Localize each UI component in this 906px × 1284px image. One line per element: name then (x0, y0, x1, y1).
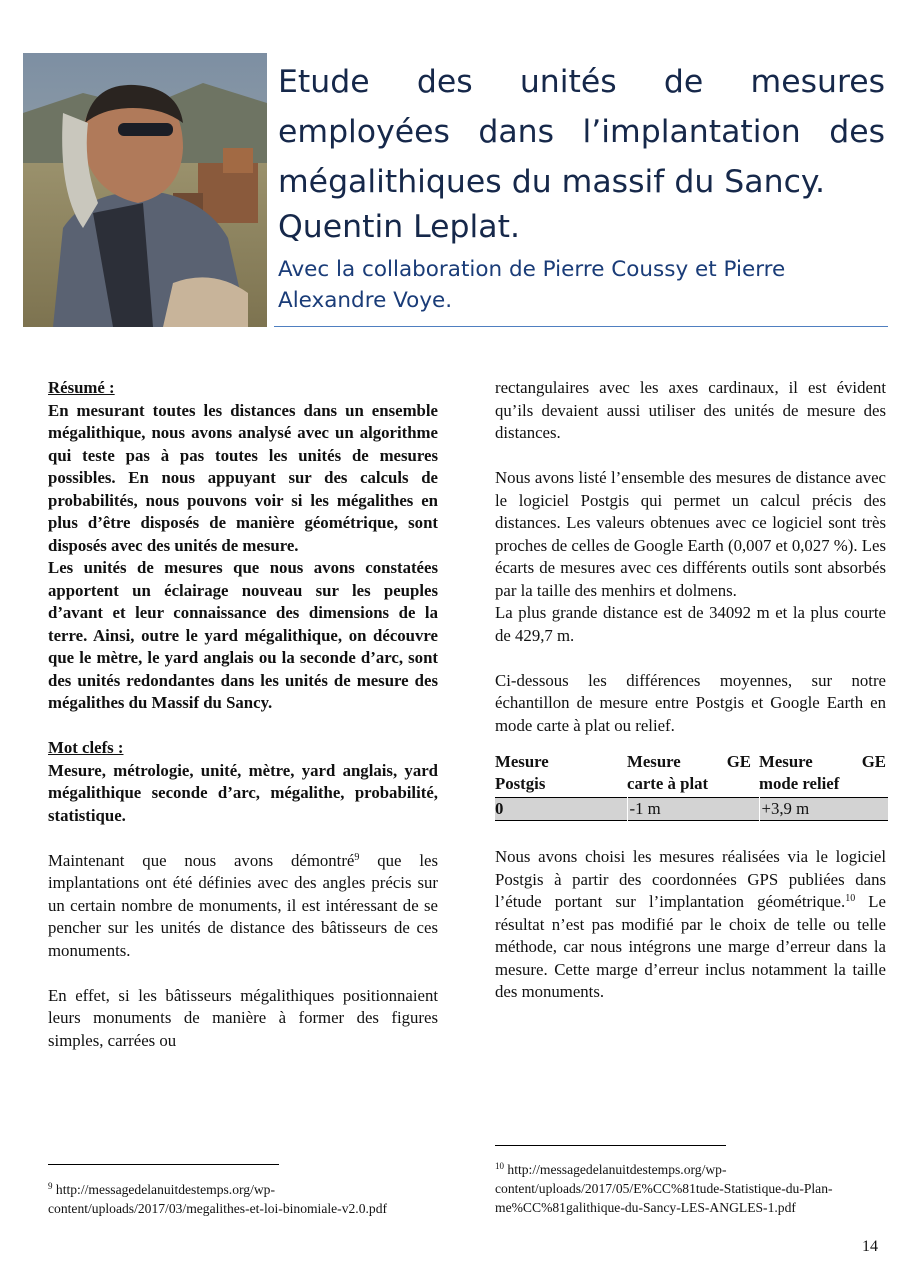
right-paragraph-2: Nous avons listé l’ensemble des mesures de distance avec le logiciel Postgis qui permet un calcul précis des distances. Les valeurs obtenues avec ce logiciel sont très proches de celles de Google Earth (0,007 et 0,027 %). Les écarts de mesures avec ces différents outils sont absorbés par la taille des menhirs et dolmens. (495, 468, 886, 600)
footnote-divider-right (495, 1145, 726, 1146)
body-paragraph-1 (48, 850, 438, 963)
footnote-ref-9[interactable]: 9 (354, 851, 360, 863)
footnote-9 (48, 1180, 438, 1218)
right-paragraph-1: rectangulaires avec les axes cardinaux, il est évident qu’ils devaient aussi utiliser des unités de mesure des distances. (495, 378, 886, 442)
keywords: Mesure, métrologie, unité, mètre, yard anglais, yard mégalithique seconde d’arc, mégalithe, probabilité, statistique. (48, 760, 438, 825)
page-number: 14 (862, 1238, 878, 1255)
table-header-postgis-line2: Postgis (495, 774, 546, 793)
table-header-ge-flat-word2: GE (726, 752, 751, 771)
table-cell-postgis: 0 (495, 798, 627, 821)
header-divider (274, 326, 888, 327)
collaboration-line: Avec la collaboration de Pierre Coussy et Pierre Alexandre Voye. (278, 257, 786, 313)
footnote-10-number: 10 (495, 1161, 504, 1171)
right-column (495, 377, 886, 1004)
table-header-ge-relief-word2: GE (861, 752, 886, 771)
table-header-row (495, 751, 888, 798)
table-header-ge-relief-word1: Mesure (759, 752, 813, 771)
footnote-ref-10[interactable]: 10 (845, 893, 856, 904)
table-header-postgis-line1: Mesure (495, 752, 549, 771)
table-row (495, 798, 888, 821)
author-name: Quentin Leplat. (278, 209, 520, 245)
table-header-postgis (495, 751, 627, 798)
author-photo (23, 53, 267, 327)
author-photo-illustration (23, 53, 267, 327)
footnote-10 (495, 1160, 883, 1217)
abstract-heading: Résumé : (48, 378, 115, 397)
footnote-divider-left (48, 1164, 279, 1165)
table-cell-ge-relief: +3,9 m (759, 798, 888, 821)
right-paragraph-4: Ci-dessous les différences moyennes, sur notre échantillon de mesure entre Postgis et Google Earth en mode carte à plat ou relief. (495, 670, 886, 735)
footnote-9-number: 9 (48, 1181, 53, 1191)
abstract-paragraph-1: En mesurant toutes les distances dans un ensemble mégalithique, nous avons analysé avec un algorithme qui teste pas à pas toutes les unités de mesures possibles. En nous appuyant sur des calculs de probabilités, nous pouvons voir si les mégalithes en plus d’être disposés de manière géométrique, sont disposés avec des unités de mesure. (48, 400, 438, 555)
measurement-table (495, 751, 888, 821)
right-paragraph-5-text-b: Le résultat n’est pas modifié par le choix de telle ou telle méthode, car nous intégrons une marge d’erreur dans la mesure. Cette marge d’erreur inclus notamment la taille des monuments. (495, 892, 886, 1001)
article-title: Etude des unités de mesures employées dans l’implantation des mégalithiques du massif du Sancy. (278, 64, 885, 200)
right-paragraph-5-text-a: Nous avons choisi les mesures réalisées via le logiciel Postgis à partir des coordonnées GPS publiées dans l’étude portant sur l’implantation géométrique. (495, 847, 886, 911)
left-column (48, 377, 438, 1052)
table-header-ge-flat-word1: Mesure (627, 752, 681, 771)
body-paragraph-1-text-b: que les implantations ont été définies avec des angles précis sur un certain nombre de monuments, il est intéressant de se pencher sur les unités de distance des bâtisseurs de ces monuments. (48, 850, 438, 960)
table-header-ge-flat (627, 751, 759, 798)
table-cell-ge-flat: -1 m (627, 798, 759, 821)
table-header-ge-relief-line2: mode relief (759, 774, 840, 793)
abstract-paragraph-2: Les unités de mesures que nous avons constatées apportent un éclairage nouveau sur les peuples d’avant et leur connaissance des dimensions de la terre. Ainsi, outre le yard mégalithique, on découvre que le mètre, le yard anglais ou la seconde d’arc, sont des unités redondantes dans les unités de mesure des mégalithes du Massif du Sancy. (48, 558, 438, 712)
table-header-ge-relief (759, 751, 888, 798)
body-paragraph-2: En effet, si les bâtisseurs mégalithiques positionnaient leurs monuments de manière à former des figures simples, carrées ou (48, 985, 438, 1050)
footnote-9-link[interactable]: http://messagedelanuitdestemps.org/wp-content/uploads/2017/03/megalithes-et-loi-binomiale-v2.0.pdf (48, 1182, 388, 1216)
table-header-ge-flat-line2: carte à plat (627, 774, 709, 793)
right-paragraph-3: La plus grande distance est de 34092 m et la plus courte de 429,7 m. (495, 603, 886, 645)
body-paragraph-1-text-a: Maintenant que nous avons démontré (48, 850, 355, 870)
footnote-10-link[interactable]: http://messagedelanuitdestemps.org/wp-content/uploads/2017/05/E%CC%81tude-Statistique-du-Plan-me%CC%81galithique-du-Sancy-LES-ANGLES-1.pdf (495, 1162, 833, 1215)
keywords-heading: Mot clefs : (48, 738, 124, 757)
right-paragraph-5 (495, 846, 886, 1004)
